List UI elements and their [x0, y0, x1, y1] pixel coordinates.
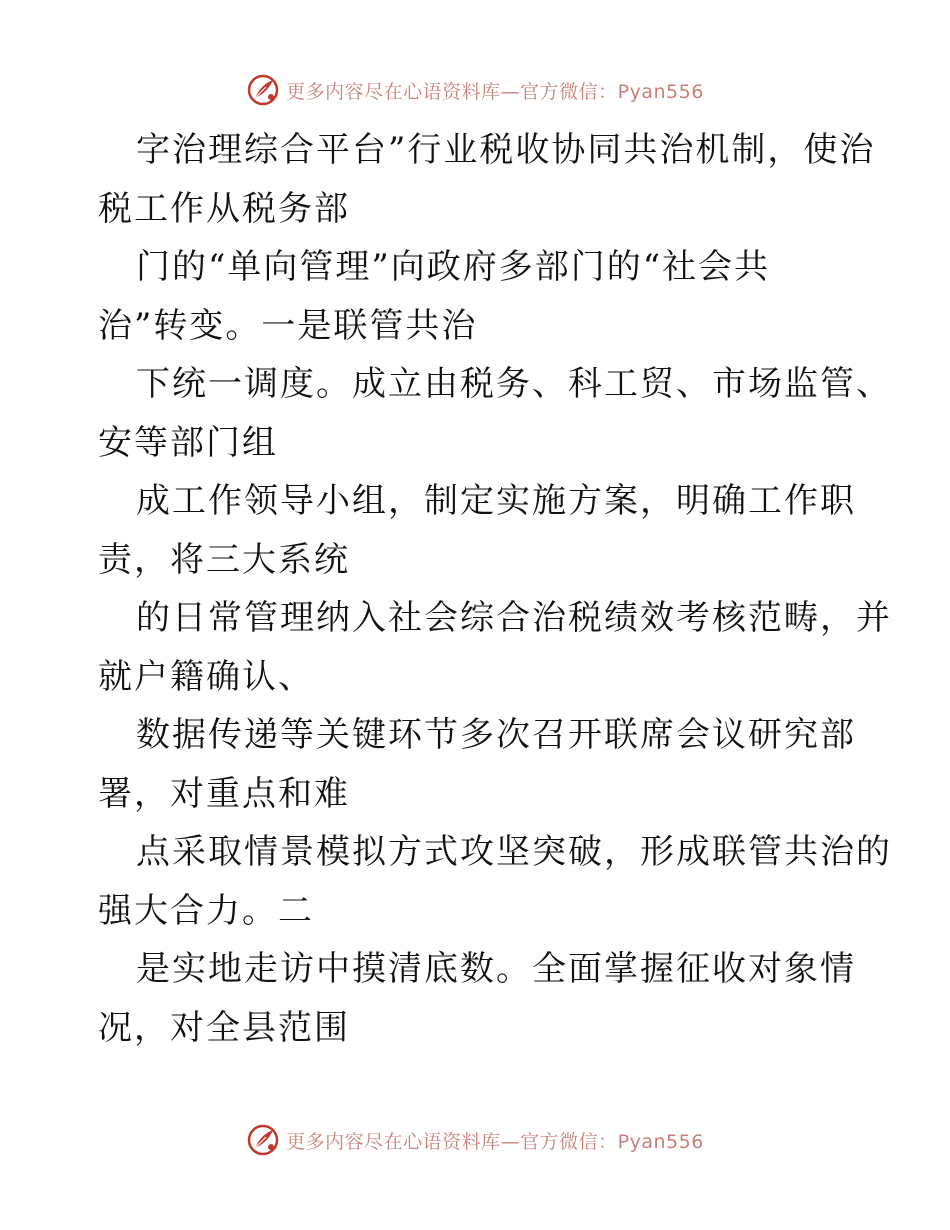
- text-line: 安等部门组: [98, 422, 278, 463]
- header-watermark: [0, 70, 950, 110]
- watermark-text: 更多内容尽在心语资料库—官方微信：Pyan556: [286, 1130, 704, 1153]
- document-body: [98, 121, 892, 1057]
- feather-quill-seal-icon: [246, 73, 280, 107]
- text-line: 字治理综合平台”行业税收协同共治机制，使治: [136, 130, 876, 170]
- text-line: 数据传递等关键环节多次召开联席会议研究部: [136, 715, 856, 755]
- text-line: 署，对重点和难: [98, 773, 350, 814]
- text-line: 强大合力。二: [98, 890, 314, 931]
- footer-watermark: [0, 1120, 950, 1160]
- text-line: 责，将三大系统: [98, 539, 350, 580]
- watermark-text: 更多内容尽在心语资料库—官方微信：Pyan556: [286, 80, 704, 103]
- text-line: 成工作领导小组，制定实施方案，明确工作职: [136, 481, 856, 521]
- feather-quill-seal-icon: [246, 1123, 280, 1157]
- text-line: 税工作从税务部: [98, 188, 350, 229]
- text-line: 的日常管理纳入社会综合治税绩效考核范畴，并: [136, 598, 892, 638]
- text-line: 况，对全县范围: [98, 1007, 350, 1048]
- text-line: 下统一调度。成立由税务、科工贸、市场监管、: [136, 364, 892, 404]
- text-line: 点采取情景模拟方式攻坚突破，形成联管共治的: [136, 832, 892, 872]
- text-line: 门的“单向管理”向政府多部门的“社会共: [136, 247, 771, 287]
- text-line: 治”转变。一是联管共治: [98, 305, 478, 346]
- text-line: 就户籍确认、: [98, 656, 314, 697]
- text-line: 是实地走访中摸清底数。全面掌握征收对象情: [136, 949, 856, 989]
